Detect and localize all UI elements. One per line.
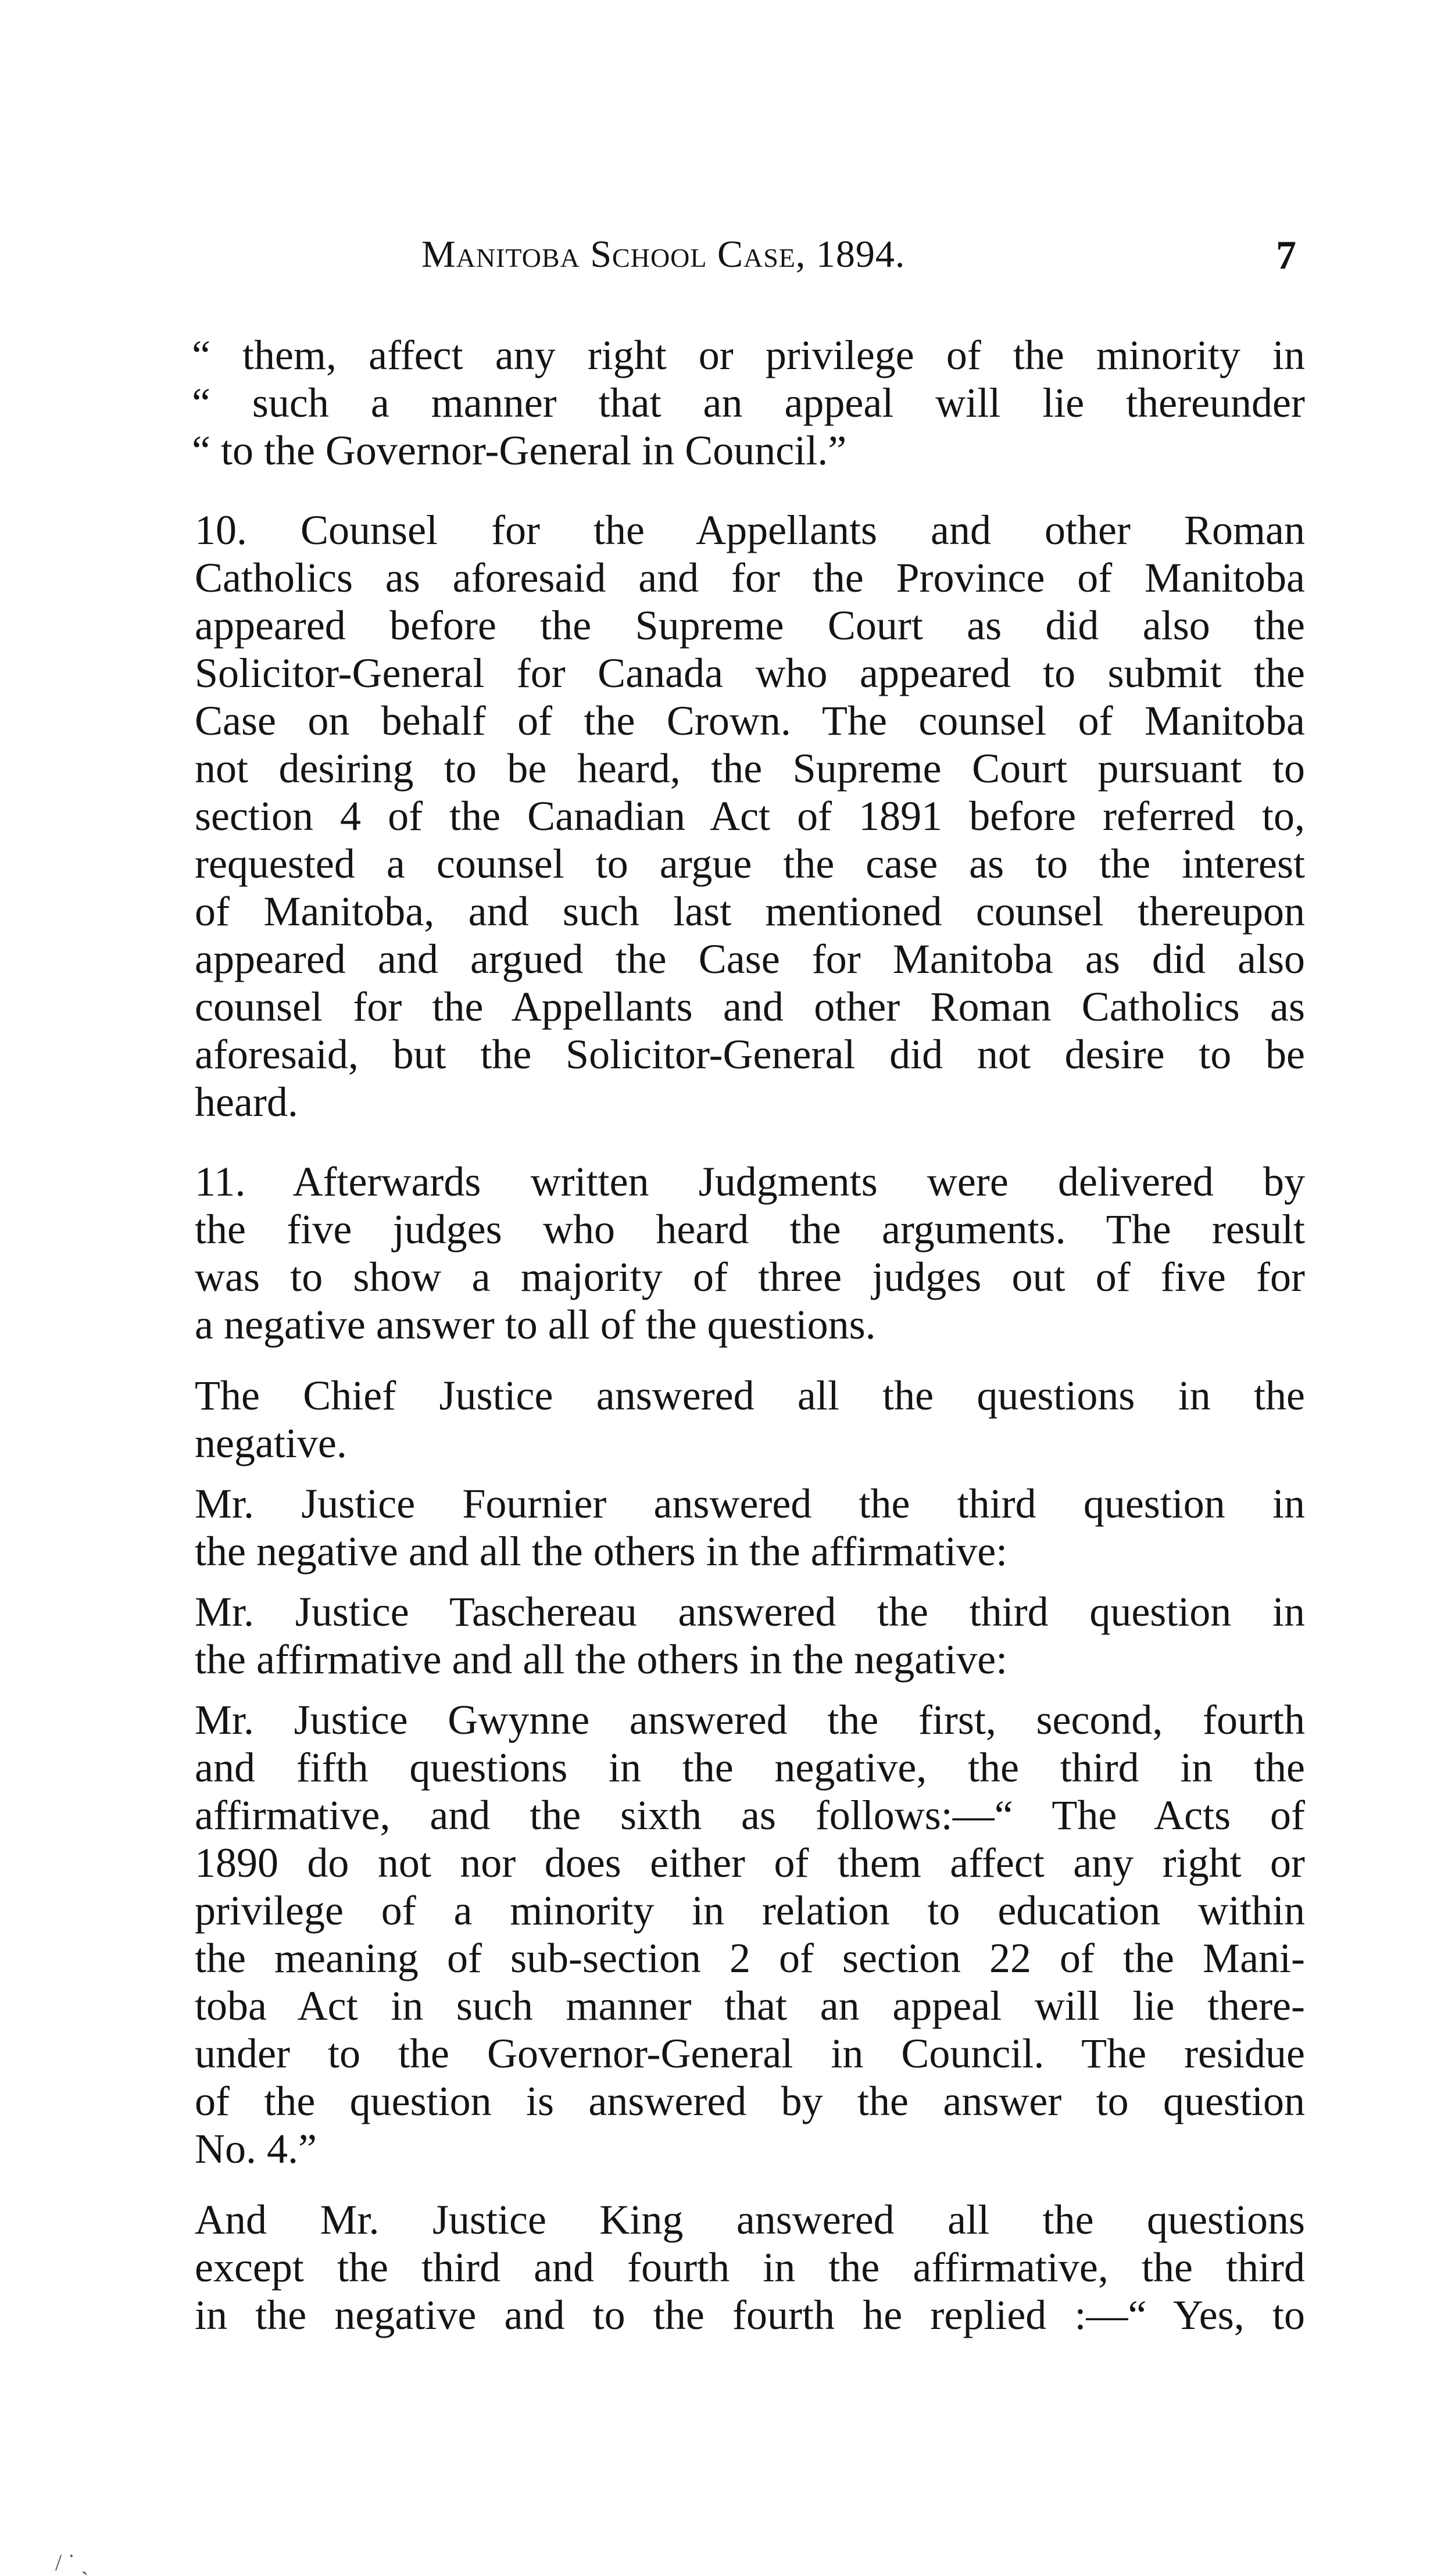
text-line: negative. — [195, 1420, 347, 1466]
text-line: “ such a manner that an appeal will lie thereunder — [192, 380, 1305, 426]
text-line: section 4 of the Canadian Act of 1891 before referred to, — [195, 793, 1305, 839]
text-line: No. 4.” — [195, 2126, 317, 2172]
text-line: toba Act in such manner that an appeal will lie there- — [195, 1983, 1305, 2029]
page-header — [0, 232, 1441, 285]
paragraph-11 — [145, 1158, 1305, 1348]
text-line: 11. Afterwards written Judgments were delivered by — [195, 1158, 1305, 1205]
text-line: “ them, affect any right or privilege of the minority in — [192, 332, 1305, 378]
paragraph-10 — [145, 506, 1305, 1126]
text-line: And Mr. Justice King answered all the questions — [195, 2196, 1305, 2243]
text-line: Catholics as aforesaid and for the Province of Manitoba — [195, 554, 1305, 601]
paragraph-king — [145, 2196, 1305, 2339]
running-head: Manitoba School Case, 1894. — [421, 233, 906, 276]
text-line: privilege of a minority in relation to education within — [195, 1887, 1305, 1934]
text-line: the negative and all the others in the affirmative: — [195, 1528, 1008, 1575]
body-text — [145, 331, 1305, 2339]
scan-speck-mark: / ˙ ˎ — [55, 2549, 89, 2575]
text-line: 10. Counsel for the Appellants and other Roman — [195, 507, 1305, 553]
text-line: Solicitor-General for Canada who appeared to submit the — [195, 650, 1305, 696]
text-line: the five judges who heard the arguments. The result — [195, 1206, 1305, 1253]
text-line: Case on behalf of the Crown. The counsel of Manitoba — [195, 697, 1305, 744]
text-line: The Chief Justice answered all the questions in the — [195, 1372, 1305, 1419]
text-line: of Manitoba, and such last mentioned counsel thereupon — [195, 888, 1305, 935]
text-line: Mr. Justice Fournier answered the third question in — [195, 1480, 1305, 1527]
paragraph-taschereau — [145, 1588, 1305, 1683]
text-line: aforesaid, but the Solicitor-General did not desire to be — [195, 1031, 1305, 1078]
text-line: the meaning of sub-section 2 of section 22 of the Mani- — [195, 1935, 1305, 1981]
text-line: “ to the Governor-General in Council.” — [192, 427, 847, 474]
quoted-passage-end — [145, 331, 1305, 474]
paragraph-gwynne — [145, 1696, 1305, 2173]
text-line: the affirmative and all the others in the negative: — [195, 1636, 1008, 1683]
text-line: and fifth questions in the negative, the third in the — [195, 1744, 1305, 1791]
text-line: except the third and fourth in the affirmative, the third — [195, 2244, 1305, 2291]
text-line: Mr. Justice Gwynne answered the first, second, fourth — [195, 1697, 1305, 1743]
text-line: heard. — [195, 1079, 298, 1125]
text-line: affirmative, and the sixth as follows:—“ The Acts of — [195, 1792, 1305, 1838]
paragraph-chief-justice — [145, 1372, 1305, 1467]
text-line: requested a counsel to argue the case as to the interest — [195, 840, 1305, 887]
text-line: a negative answer to all of the questions. — [195, 1301, 876, 1348]
text-line: not desiring to be heard, the Supreme Court pursuant to — [195, 745, 1305, 792]
text-line: Mr. Justice Taschereau answered the third question in — [195, 1588, 1305, 1635]
text-line: in the negative and to the fourth he replied :—“ Yes, to — [195, 2292, 1305, 2338]
text-line: under to the Governor-General in Council. The residue — [195, 2030, 1305, 2077]
text-line: was to show a majority of three judges out of five for — [195, 1254, 1305, 1300]
text-line: appeared before the Supreme Court as did also the — [195, 602, 1305, 649]
paragraph-fournier — [145, 1480, 1305, 1575]
text-line: counsel for the Appellants and other Roman Catholics as — [195, 983, 1305, 1030]
page-number: 7 — [1276, 233, 1296, 278]
text-line: appeared and argued the Case for Manitoba as did also — [195, 936, 1305, 982]
text-line: 1890 do not nor does either of them affect any right or — [195, 1840, 1305, 1886]
text-line: of the question is answered by the answer to question — [195, 2078, 1305, 2124]
